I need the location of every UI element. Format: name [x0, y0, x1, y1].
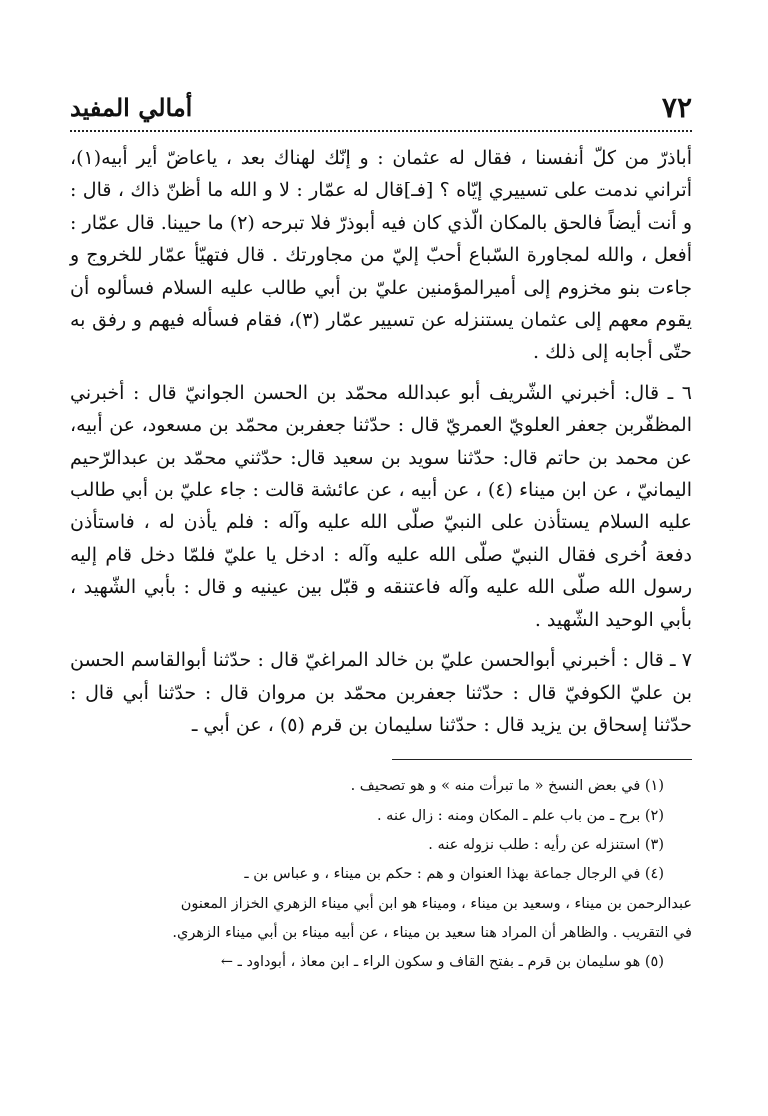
main-text: [70, 142, 692, 741]
header-dotted-rule: [70, 130, 692, 132]
footnote-4-continuation-b: في التقريب . والظاهر أن المراد هنا سعيد بن ميناء ، عن أبيه ميناء بن أبي ميناء الزهري.: [172, 924, 692, 941]
footnote-2: (٢) برح ـ من باب علم ـ المكان ومنه : زال عنه .: [376, 807, 664, 824]
footnote-3: (٣) استنزله عن رأيه : طلب نزوله عنه .: [428, 836, 664, 853]
footnote-4-continuation-a: عبدالرحمن بن ميناء ، وسعيد بن ميناء ، وميناء هو ابن أبي ميناء الزهري الخزاز المعنون: [180, 895, 692, 912]
footnote-1: (١) في بعض النسخ « ما تبرأت منه » و هو تصحيف .: [350, 778, 664, 795]
page-header: [70, 88, 692, 128]
page-number: ٧٢: [661, 91, 692, 124]
footnote-4: (٤) في الرجال جماعة بهذا العنوان و هم : حكم بن ميناء ، و عباس بن ـ: [244, 866, 664, 883]
paragraph-6: ٦ ـ قال: أخبرني الشّريف أبو عبدالله محمّد بن الحسن الجوانيّ قال : أخبرني المظفّربن جعفر العلويّ العمريّ قال : حدّثنا جعفربن محمّد بن مسعود، عن أبيه، عن محمد بن حاتم قال: حدّثنا سويد بن سعيد قال: حدّثني محمّد بن عبدالرّحيم اليمانيّ ، عن ابن ميناء (٤) ، عن أبيه ، عن عائشة قالت : جاء عليّ بن أبي طالب عليه السلام يستأذن على النبيّ صلّى الله عليه وآله : فلم يأذن له ، فاستأذن دفعة اُخرى فقال النبيّ صلّى الله عليه وآله : ادخل يا عليّ فلمّا دخل قام إليه رسول الله صلّى الله عليه وآله فاعتنقه و قبّل بين عينيه و قال : بأبي الشّهيد ، بأبي الوحيد الشّهيد .: [70, 381, 692, 631]
footnotes: [70, 772, 692, 977]
book-page: [70, 88, 692, 977]
footnote-divider: [392, 759, 692, 760]
paragraph-5-continuation: أباذرّ من كلّ أنفسنا ، فقال له عثمان : و إنّك لهناك بعد ، ياعاضّ أير أبيه(١)، أتراني ندمت على تسييري إيّاه ؟ [فـ]قال له عمّار : لا و الله ما أظنّ ذاك ، قال : و أنت أيضاً فالحق بالمكان الّذي كان فيه أبوذرّ فلا تبرحه (٢) ما حيينا. قال عمّار : أفعل ، والله لمجاورة السّباع أحبّ إليّ من مجاورتك . قال فتهيّأ عمّار للخروج و جاءت بنو مخزوم إلى أميرالمؤمنين عليّ بن أبي طالب عليه السلام فسألوه أن يقوم معهم إلى عثمان يستنزله عن تسيير عمّار (٣)، فقام فسأله فيهم و رفق به حتّى أجابه إلى ذلك .: [70, 147, 692, 364]
footnote-5: (٥) هو سليمان بن قرم ـ بفتح القاف و سكون الراء ـ ابن معاذ ، أبوداود ـ ←: [220, 954, 664, 971]
running-title: أمالي المفيد: [70, 93, 193, 122]
paragraph-7: ٧ ـ قال : أخبرني أبوالحسن عليّ بن خالد المراغيّ قال : حدّثنا أبوالقاسم الحسن بن عليّ الكوفيّ قال : حدّثنا جعفربن محمّد بن مروان قال : حدّثنا أبي قال : حدّثنا إسحاق بن يزيد قال : حدّثنا سليمان بن قرم (٥) ، عن أبي ـ: [70, 649, 692, 736]
